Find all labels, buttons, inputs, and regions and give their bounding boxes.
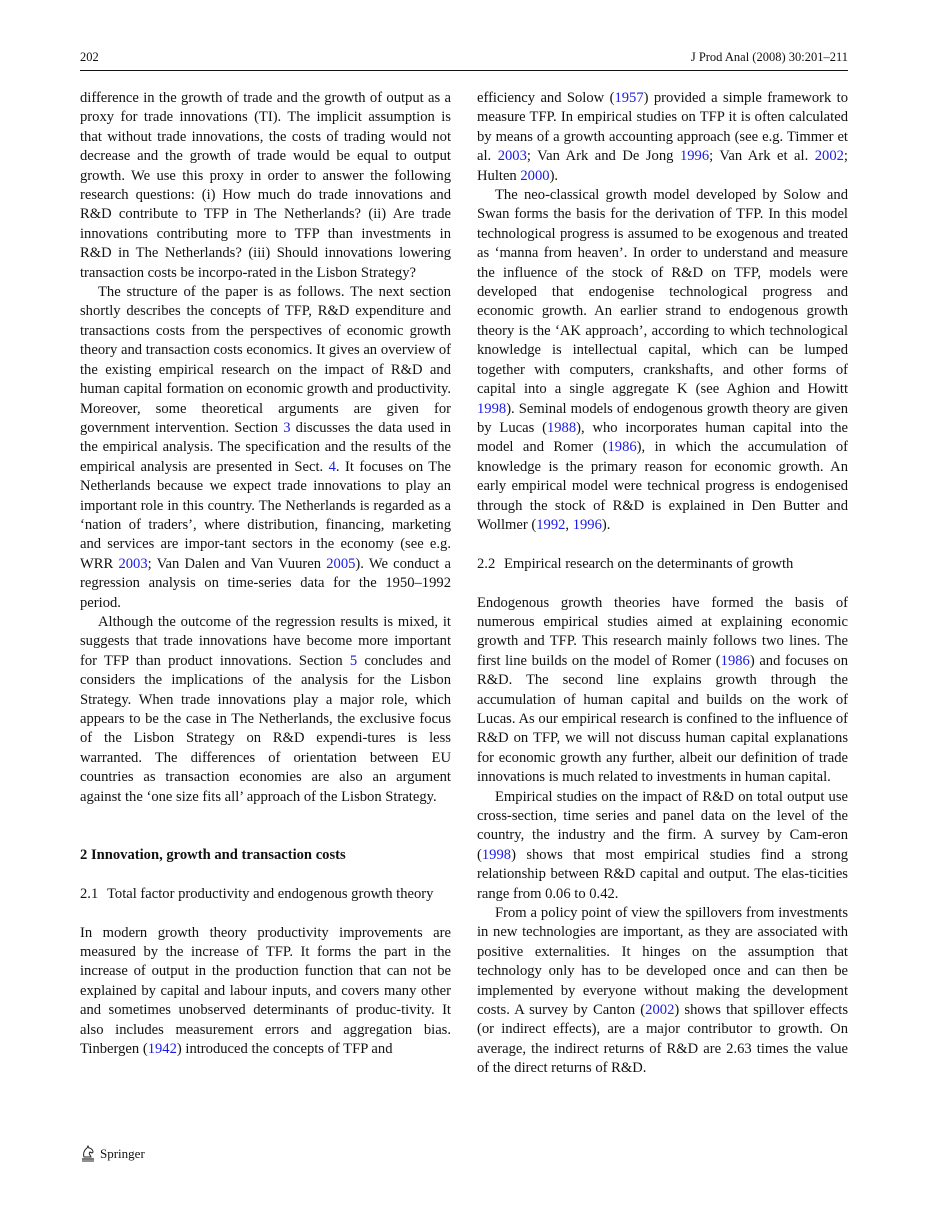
publisher-footer xyxy=(80,1145,145,1162)
paragraph-text: The neo-classical growth model developed by Solow and Swan forms the basis for the derivation of TFP. In this model technological progress is assumed to be exogenous and treated as ‘manna from heaven’. In order to understand and measure the influence of the stock of R&D on TFP, models were developed that endogenise technological progress and economic growth. An earlier strand to endogenous growth theory is the ‘AK approach’, according to which technological knowledge is intellectual capital, which can be lumped together with computers, crankshafts, and other forms of capital into a single aggregate K (see Aghion and Howitt xyxy=(477,187,848,398)
paragraph-text: ). Seminal models of endogenous growth theory are given by Lucas ( xyxy=(477,400,848,436)
citation-link[interactable]: 1996 xyxy=(572,516,602,533)
springer-horse-icon xyxy=(80,1145,96,1162)
paragraph-text: Empirical studies on the impact of R&D on total output use cross-section, time series and panel data on the level of the country, the industry and the firm. A survey by Cam-eron ( xyxy=(477,788,848,863)
right-column xyxy=(477,89,848,1079)
running-header xyxy=(80,50,848,68)
journal-reference: J Prod Anal (2008) 30:201–211 xyxy=(690,50,848,64)
paragraph xyxy=(80,283,451,613)
paragraph-text: ; Hulten xyxy=(477,148,848,184)
subsection-heading xyxy=(477,555,848,574)
citation-link[interactable]: 1992 xyxy=(536,516,566,533)
paragraph xyxy=(80,89,451,283)
citation-link[interactable]: 2000 xyxy=(520,167,550,184)
spacer xyxy=(80,904,451,923)
paragraph xyxy=(477,788,848,904)
paragraph-text: Although the outcome of the regression results is mixed, it suggests that trade innovations have become more important for TFP than product innovations. Section xyxy=(80,613,451,669)
paragraph-text: ; Van Ark and De Jong xyxy=(526,148,680,165)
paragraph-text: ), who incorporates human capital into the model and Romer ( xyxy=(477,419,848,456)
citation-link[interactable]: 1996 xyxy=(679,148,710,165)
section-link[interactable]: 4 xyxy=(328,458,336,475)
paragraph-text: . It focuses on The Netherlands because we expect trade innovations to play an important role in this country. The Netherlands is regarded as a ‘nation of traders’, where distribution, financing, marketing and services are impor-tant sectors in the economy (see e.g. WRR xyxy=(80,458,451,572)
paragraph-text: ) and focuses on R&D. The second line explains growth through the accumulation of human capital and builds on the work of Lucas. As our empirical research is confined to the influence of R&D on TFP, we will not discuss human capital explanations for economic growth any further, albeit our definition of trade innovations is much related to investments in human capital. xyxy=(477,652,848,786)
paragraph-text: ) provided a simple framework to measure TFP. In empirical studies on TFP it is often calculated by means of a growth accounting approach (see e.g. Timmer et al. xyxy=(477,90,848,165)
citation-link[interactable]: 1998 xyxy=(481,846,512,863)
left-column xyxy=(80,89,451,1059)
paragraph-text: The structure of the paper is as follows. The next section shortly describes the concepts of TFP, R&D expenditure and transactions costs from the perspectives of economic growth theory and transaction costs economics. It gives an overview of the existing empirical research on the impact of R&D and human capital formation on economic growth and productivity. Moreover, some theoretical arguments are given for government intervention. Section xyxy=(80,284,451,436)
paragraph-text: ; Van Dalen and Van Vuuren xyxy=(147,555,327,572)
paragraph xyxy=(477,594,848,788)
paragraph-text: ) shows that spillover effects (or indirect effects), are a major contributor to growth. On average, the indirect returns of R&D are 2.63 times the value of the direct returns of R&D. xyxy=(477,1002,848,1077)
citation-link[interactable]: 1957 xyxy=(614,90,644,106)
paragraph-text: ; Van Ark et al. xyxy=(709,148,815,165)
subsection-title: Total factor productivity and endogenous growth theory xyxy=(107,885,434,902)
paragraph xyxy=(477,89,848,186)
paragraph-text: ), in which the accumulation of knowledge is the primary reason for economic growth. An early empirical model were technical progress is endogenised through the stock of R&D is explained in Den Butter and Wollmer ( xyxy=(477,439,848,533)
citation-link[interactable]: 2002 xyxy=(814,148,844,165)
header-rule xyxy=(80,70,848,71)
paragraph-text: From a policy point of view the spillovers from investments in new technologies are important, as they are associated with positive externalities. It hinges on the assumption that technology only has to be developed once and can then be implemented by everyone without making the development costs. A survey by Canton ( xyxy=(477,905,848,1019)
paragraph-text: ). xyxy=(601,516,611,533)
paragraph-text: discusses the data used in the empirical analysis. The specification and the results of the empirical analysis are presented in Sect. xyxy=(80,419,451,475)
paragraph xyxy=(80,613,451,807)
paragraph-text: difference in the growth of trade and the growth of output as a proxy for trade innovations (TI). The implicit assumption is that without trade innovations, the costs of trading would not decrease and the growth of trade would be equal to output growth. We use this proxy in order to answer the following research questions: (i) How much do trade innovations and R&D contribute to TFP in The Netherlands? (ii) Are trade innovations contributing more to TFP than investments in R&D in The Netherlands? (iii) Should innovations lowering transaction costs be incorpo-rated in the Lisbon Strategy? xyxy=(80,90,451,281)
paragraph-text: ) introduced the concepts of TFP and xyxy=(176,1041,393,1058)
publisher-name: Springer xyxy=(100,1145,145,1161)
spacer xyxy=(80,865,451,884)
section-link[interactable]: 3 xyxy=(283,419,291,436)
page-number: 202 xyxy=(80,50,99,64)
paragraph-text: , xyxy=(565,516,573,533)
spacer xyxy=(80,807,451,846)
citation-link[interactable]: 1986 xyxy=(607,439,637,456)
paragraph xyxy=(477,904,848,1079)
subsection-number: 2.1 xyxy=(80,885,99,902)
citation-link[interactable]: 2003 xyxy=(497,148,527,165)
citation-link[interactable]: 1988 xyxy=(546,419,577,436)
section-heading: 2 Innovation, growth and transaction costs xyxy=(80,847,346,864)
citation-link[interactable]: 1986 xyxy=(720,652,750,669)
paragraph-text: ) shows that most empirical studies find a strong relationship between R&D capital and output. The elas-ticities range from 0.06 to 0.42. xyxy=(477,846,848,902)
paragraph-text: concludes and considers the implications of the analysis for the Lisbon Strategy. When trade innovations play a major role, which appears to be the case in The Netherlands, the exclusive focus of the Lisbon Strategy on R&D expendi-tures is less warranted. The differences of orientation between EU countries as transaction economies are also an argument against the ‘one size fits all’ approach of the Lisbon Strategy. xyxy=(80,652,451,805)
paragraph-text: efficiency and Solow ( xyxy=(477,90,615,106)
subsection-number: 2.2 xyxy=(477,555,496,572)
citation-link[interactable]: 2002 xyxy=(645,1002,675,1019)
spacer xyxy=(477,535,848,554)
subsection-heading xyxy=(80,885,451,904)
citation-link[interactable]: 2005 xyxy=(326,555,356,572)
citation-link[interactable]: 1998 xyxy=(477,400,507,417)
paragraph xyxy=(80,924,451,1060)
paragraph xyxy=(477,186,848,535)
citation-link[interactable]: 1942 xyxy=(147,1041,177,1058)
subsection-title: Empirical research on the determinants of growth xyxy=(504,555,794,572)
paragraph-text: In modern growth theory productivity improvements are measured by the increase of TFP. It forms the part in the increase of output in the production function that can not be explained by capital and labour inputs, and covers many other and sometimes unobserved determinants of produc-tivity. It also includes measurement errors and aggregation bias. Tinbergen ( xyxy=(80,924,451,1058)
section-link[interactable]: 5 xyxy=(349,652,358,669)
paragraph-text: ). xyxy=(549,167,559,184)
paragraph-text: Endogenous growth theories have formed the basis of numerous empirical studies aimed at explaining economic growth and TFP. This research mainly follows two lines. The first line builds on the model of Romer ( xyxy=(477,594,848,669)
spacer xyxy=(477,574,848,593)
paragraph-text: ). We conduct a regression analysis on time-series data for the 1950–1992 period. xyxy=(80,555,451,611)
citation-link[interactable]: 2003 xyxy=(118,555,148,572)
